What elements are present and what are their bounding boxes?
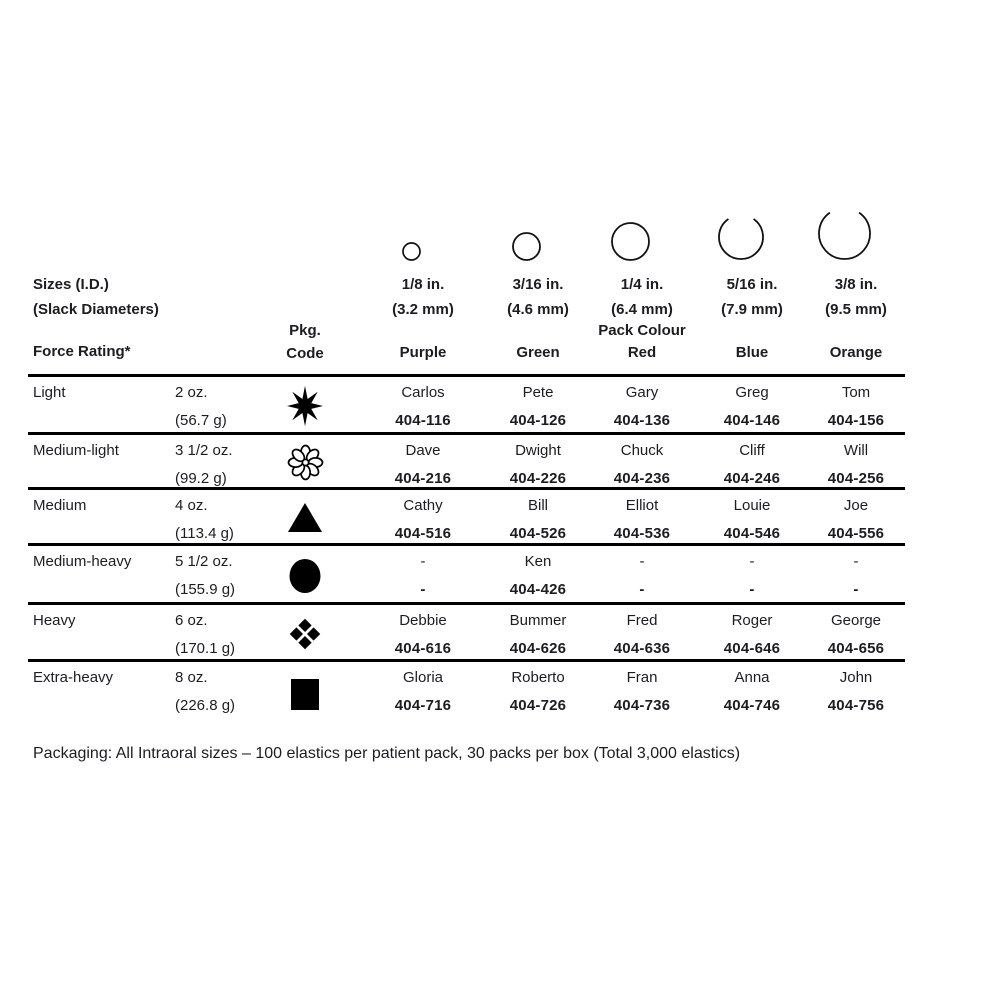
force-rating-value: Light <box>33 384 66 401</box>
force-rating-table <box>28 0 905 1000</box>
table-row-medium-heavy <box>28 543 905 605</box>
product-name: Debbie <box>399 612 447 629</box>
weight-cell <box>175 490 275 546</box>
weight-oz: 2 oz. <box>175 384 208 401</box>
pack-colour-red: Red <box>627 344 657 361</box>
pack-colour-blue: Blue <box>735 344 769 361</box>
sizes-id-label: Sizes (I.D.) <box>33 276 109 293</box>
weight-oz: 5 1/2 oz. <box>175 553 233 570</box>
product-code: 404-616 <box>394 640 452 657</box>
product-cell <box>368 605 478 662</box>
product-cell <box>697 605 807 662</box>
pkg-code-cell <box>275 605 335 662</box>
pkg-code-cell <box>275 546 335 605</box>
product-cell <box>368 377 478 435</box>
weight-g: (155.9 g) <box>175 581 236 598</box>
product-name: - <box>639 553 645 570</box>
product-cell <box>483 605 593 662</box>
product-cell <box>587 435 697 490</box>
force-rating-value: Medium <box>33 497 87 514</box>
product-code: 404-156 <box>827 412 885 429</box>
filled-circle-icon <box>288 557 322 595</box>
weight-cell <box>175 605 275 662</box>
force-rating-value: Heavy <box>33 612 76 629</box>
code-label: Code <box>286 345 324 362</box>
product-code: 404-216 <box>394 470 452 487</box>
product-code: 404-636 <box>613 640 671 657</box>
product-cell <box>697 662 807 726</box>
product-cell <box>801 435 911 490</box>
size-mm-label: (7.9 mm) <box>721 301 783 318</box>
product-name: Roberto <box>511 669 565 686</box>
product-name: Will <box>843 442 869 459</box>
product-name: Bummer <box>509 612 567 629</box>
product-code: 404-756 <box>827 697 885 714</box>
pack-colour-purple: Purple <box>399 344 447 361</box>
product-code: 404-656 <box>827 640 885 657</box>
product-code: - <box>853 581 859 598</box>
weight-g: (56.7 g) <box>175 412 227 429</box>
product-cell <box>587 490 697 546</box>
product-name: Gary <box>625 384 659 401</box>
product-cell <box>697 377 807 435</box>
product-name: Elliot <box>625 497 659 514</box>
product-cell <box>483 377 593 435</box>
weight-oz: 8 oz. <box>175 669 208 686</box>
product-cell <box>801 546 911 605</box>
triangle-icon <box>286 502 324 534</box>
product-name: George <box>830 612 882 629</box>
product-name: Joe <box>843 497 869 514</box>
force-rating-value: Medium-heavy <box>33 553 132 570</box>
weight-oz: 3 1/2 oz. <box>175 442 233 459</box>
product-name: Bill <box>527 497 548 514</box>
eight-pointed-star-icon <box>285 385 325 427</box>
product-name: Dwight <box>515 442 561 459</box>
product-cell <box>483 490 593 546</box>
product-cell <box>801 605 911 662</box>
packaging-note: Packaging: All Intraoral sizes – 100 elastics per patient pack, 30 packs per box (Total 3,000 elastics) <box>33 745 741 762</box>
pkg-code-cell <box>275 435 335 490</box>
table-row-extra-heavy <box>28 659 905 726</box>
product-code: 404-256 <box>827 470 885 487</box>
product-cell <box>587 605 697 662</box>
product-cell <box>483 662 593 726</box>
product-cell <box>587 662 697 726</box>
size-mm-label: (9.5 mm) <box>825 301 887 318</box>
size-in-label: 1/8 in. <box>401 276 445 293</box>
force-rating-value: Medium-light <box>33 442 119 459</box>
table-row-light <box>28 374 905 435</box>
product-name: Chuck <box>620 442 664 459</box>
table-row-medium-light <box>28 432 905 490</box>
product-cell <box>801 377 911 435</box>
pack-colour-label: Pack Colour <box>598 322 686 339</box>
product-cell <box>483 546 593 605</box>
product-code: 404-626 <box>509 640 567 657</box>
product-code: 404-136 <box>613 412 671 429</box>
product-name: - <box>420 553 426 570</box>
product-name: Roger <box>731 612 773 629</box>
product-code: 404-746 <box>723 697 781 714</box>
product-name: - <box>749 553 755 570</box>
weight-g: (113.4 g) <box>175 525 234 542</box>
size-mm-label: (6.4 mm) <box>611 301 673 318</box>
product-cell <box>697 435 807 490</box>
product-code: 404-546 <box>723 525 781 542</box>
product-cell <box>368 490 478 546</box>
square-icon <box>290 678 320 711</box>
pkg-code-cell <box>275 490 335 546</box>
product-code: 404-716 <box>394 697 452 714</box>
product-name: Louie <box>733 497 771 514</box>
product-name: Gloria <box>402 669 443 686</box>
product-code: 404-426 <box>509 581 567 598</box>
product-cell <box>368 435 478 490</box>
weight-g: (170.1 g) <box>175 640 236 657</box>
flower-rosette-icon <box>287 444 324 481</box>
weight-cell <box>175 377 275 435</box>
pack-colour-green: Green <box>516 344 560 361</box>
product-name: Cliff <box>739 442 765 459</box>
product-code: 404-726 <box>509 697 567 714</box>
product-code: 404-736 <box>613 697 671 714</box>
force-rating-value: Extra-heavy <box>33 669 114 686</box>
product-name: Pete <box>522 384 554 401</box>
table-row-medium <box>28 487 905 546</box>
slack-diameters-label: (Slack Diameters) <box>33 301 159 318</box>
weight-oz: 6 oz. <box>175 612 208 629</box>
size-in-label: 5/16 in. <box>726 276 778 293</box>
product-name: Dave <box>405 442 441 459</box>
product-cell <box>368 546 478 605</box>
product-name: Fran <box>626 669 658 686</box>
size-mm-label: (3.2 mm) <box>392 301 454 318</box>
product-code: 404-226 <box>509 470 567 487</box>
product-cell <box>801 490 911 546</box>
product-name: John <box>839 669 873 686</box>
product-code: 404-116 <box>395 412 451 429</box>
product-code: - <box>749 581 755 598</box>
product-code: 404-126 <box>509 412 567 429</box>
product-name: Carlos <box>401 384 445 401</box>
pack-colour-orange: Orange <box>829 344 883 361</box>
product-cell <box>801 662 911 726</box>
product-name: Ken <box>524 553 552 570</box>
product-code: - <box>420 581 426 598</box>
pkg-code-cell <box>275 377 335 435</box>
product-code: 404-516 <box>394 525 452 542</box>
product-code: 404-236 <box>613 470 671 487</box>
product-code: 404-556 <box>827 525 885 542</box>
product-cell <box>697 546 807 605</box>
product-name: Tom <box>841 384 871 401</box>
size-in-label: 1/4 in. <box>620 276 664 293</box>
force-rating-label: Force Rating* <box>33 343 131 360</box>
product-code: 404-646 <box>723 640 781 657</box>
product-cell <box>368 662 478 726</box>
product-name: Fred <box>626 612 658 629</box>
table-row-heavy <box>28 602 905 662</box>
product-code: 404-246 <box>723 470 781 487</box>
product-code: 404-526 <box>509 525 567 542</box>
size-in-label: 3/16 in. <box>512 276 564 293</box>
product-code: 404-146 <box>723 412 781 429</box>
product-name: - <box>853 553 859 570</box>
size-mm-label: (4.6 mm) <box>507 301 569 318</box>
product-code: 404-536 <box>613 525 671 542</box>
product-name: Anna <box>734 669 770 686</box>
weight-cell <box>175 435 275 490</box>
product-code: - <box>639 581 645 598</box>
product-cell <box>697 490 807 546</box>
product-name: Cathy <box>403 497 443 514</box>
weight-oz: 4 oz. <box>175 497 208 514</box>
product-cell <box>587 546 697 605</box>
four-diamonds-icon <box>289 618 321 650</box>
weight-cell <box>175 546 275 605</box>
product-cell <box>483 435 593 490</box>
pkg-label: Pkg. <box>289 322 321 339</box>
product-cell <box>587 377 697 435</box>
product-name: Greg <box>735 384 769 401</box>
weight-g: (99.2 g) <box>175 470 227 487</box>
weight-g: (226.8 g) <box>175 697 236 714</box>
pkg-code-cell <box>275 662 335 726</box>
weight-cell <box>175 662 275 726</box>
size-in-label: 3/8 in. <box>834 276 878 293</box>
